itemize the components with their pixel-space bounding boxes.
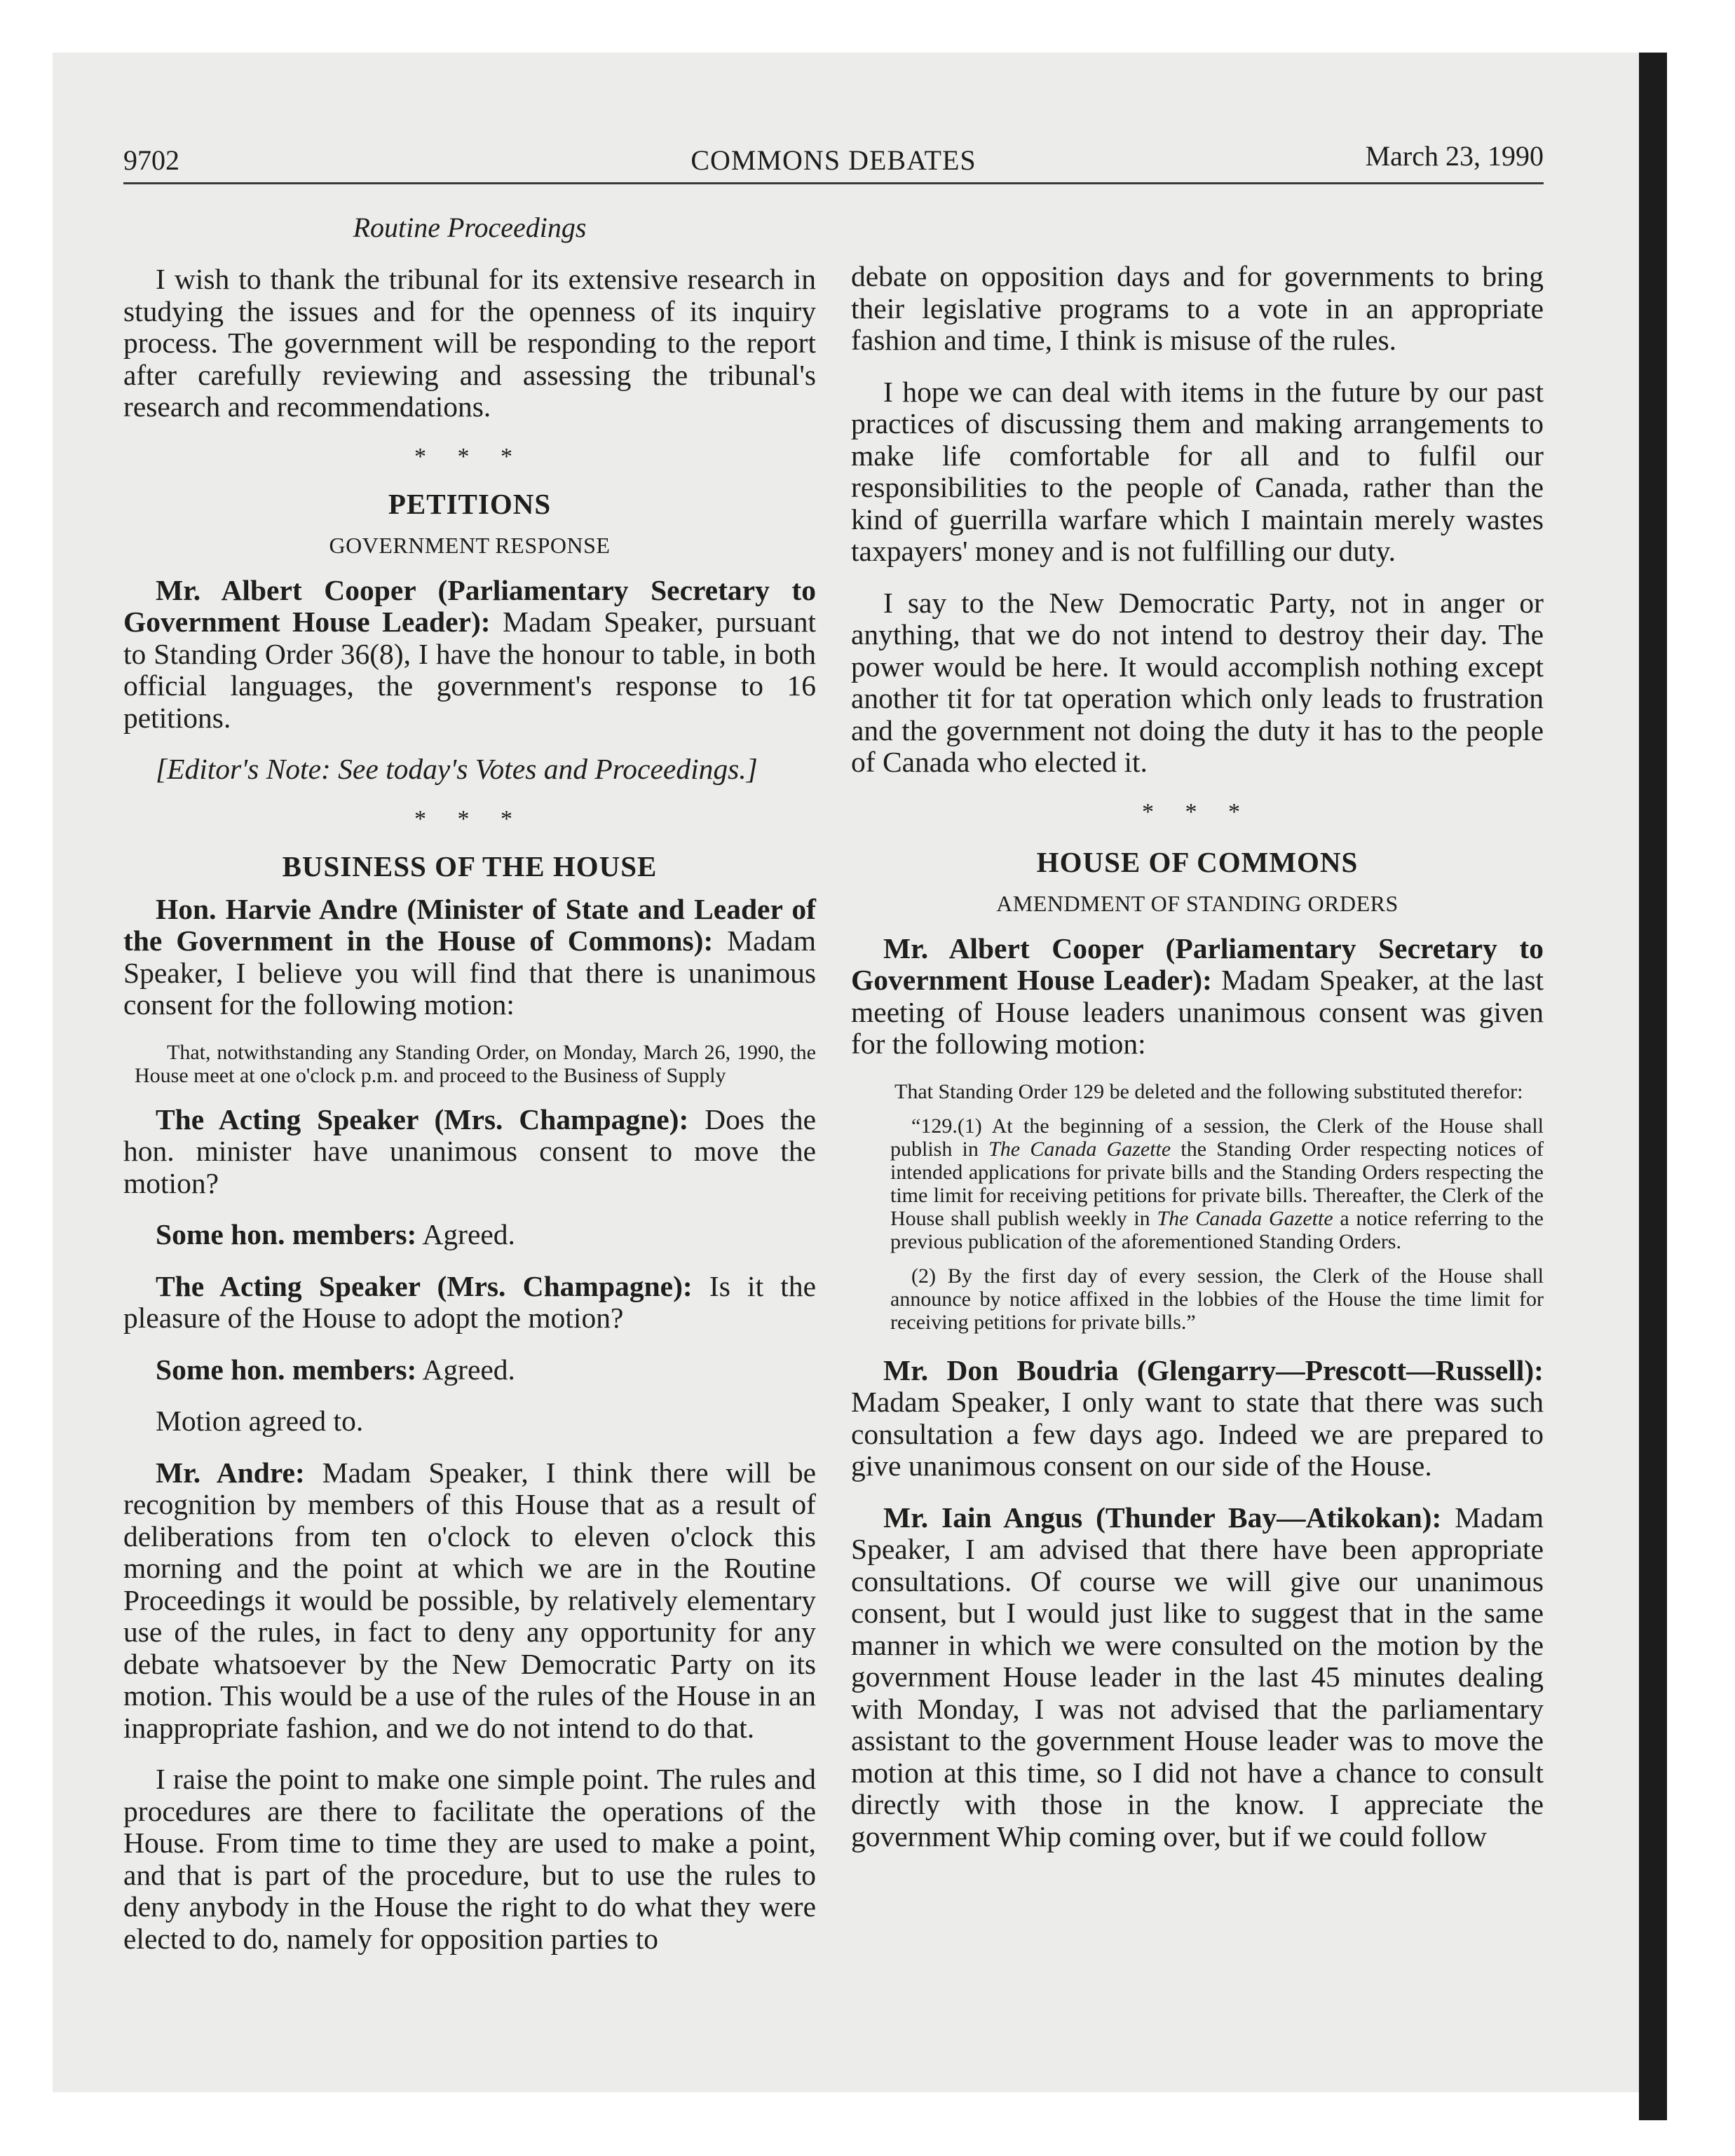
paragraph-continued: debate on opposition days and for governments to bring their legislative programs to a vote in an appropriate fashion and time, I think is misuse of the rules. — [851, 260, 1544, 356]
speaker-name: Mr. Albert Cooper (Parliamentary Secretary to Government House Leader): — [851, 932, 1544, 996]
speech-text: Madam Speaker, at the last meeting of House leaders unanimous consent was given for the following motion: — [851, 964, 1544, 1060]
paragraph-hope: I hope we can deal with items in the future by our past practices of discussing them and making arrangements to make life comfortable for all and to fulfil our responsibilities to the people of Canada, rather than the kind of guerrilla warfare which I maintain merely wastes taxpayers' money and is not fulfilling our duty. — [851, 375, 1544, 567]
gazette-title: The Canada Gazette — [988, 1137, 1171, 1161]
speech-text: Madam Speaker, pursuant to Standing Order 36(8), I have the honour to table, in both official languages, the government's response to 16 petitions. — [123, 606, 817, 734]
paragraph-tribunal: I wish to thank the tribunal for its extensive research in studying the issues and for the openness of its inquiry process. The government will be responding to the report after carefully reviewing and assessing the tribunal's research and recommendations. — [123, 263, 816, 423]
speaker-name: Mr. Albert Cooper (Parliamentary Secretary to Government House Leader): — [123, 573, 816, 638]
quote-text: a notice referring to the previous publication of the aforementioned Standing Orders. — [890, 1206, 1544, 1253]
paragraph-raise-point: I raise the point to make one simple point. The rules and procedures are there to facilitate the operations of the House. From time to time they are used to make a point, and that is part of the procedure, but to use the rules to deny anybody in the House the right to do what they were elected to do, namely for opposition parties to — [123, 1763, 816, 1955]
paragraph-members-2 — [123, 1354, 816, 1386]
speech-text: Is it the pleasure of the House to adopt the motion? — [123, 1269, 816, 1334]
speaker-name: Some hon. members: — [156, 1218, 417, 1250]
paragraph-say: I say to the New Democratic Party, not in anger or anything, that we do not intend to destroy their day. The power would be here. It would accomplish nothing except another tit for tat operation which only leads to frustration and the government not doing the duty it has to the people of Canada who elected it. — [851, 586, 1544, 778]
left-column — [123, 210, 816, 1974]
paragraph-cooper-amendment — [851, 933, 1544, 1060]
speaker-name: Mr. Iain Angus (Thunder Bay—Atikokan): — [883, 1501, 1442, 1534]
speech-text: Madam Speaker, I only want to state that there was such consultation a few days ago. Indeed we are prepared to give unanimous consent on our side of the House. — [851, 1386, 1544, 1482]
paragraph-andre-recognition — [123, 1457, 816, 1745]
speech-text: Madam Speaker, I think there will be recognition by members of this House that as a result of deliberations from ten o'clock to eleven o'clock this morning and the point at which we are in the Routine Proceedings it would be possible, by relatively elementary use of the rules, in fact to deny any opportunity for any debate whatsoever by the New Democratic Party on its motion. This would be a use of the rules of the House in an inappropriate fashion, and we do not intend to do that. — [123, 1456, 817, 1744]
section-separator: * * * — [414, 805, 525, 832]
subheading-amendment-of-standing-orders: AMENDMENT OF STANDING ORDERS — [996, 890, 1399, 916]
standing-order-quote-intro: That Standing Order 129 be deleted and the following substituted therefor: — [894, 1079, 1523, 1103]
speaker-name: The Acting Speaker (Mrs. Champagne): — [156, 1103, 689, 1135]
speech-text: Does the hon. minister have unanimous consent to move the motion? — [123, 1103, 816, 1199]
section-separator: * * * — [1142, 798, 1253, 825]
paragraph-angus — [851, 1502, 1544, 1853]
speaker-name: The Acting Speaker (Mrs. Champagne): — [156, 1269, 693, 1302]
right-column — [851, 261, 1544, 1872]
paragraph-acting-speaker-1 — [123, 1104, 816, 1200]
speech-text: Madam Speaker, I believe you will find that there is unanimous consent for the following motion: — [123, 925, 816, 1021]
gazette-title: The Canada Gazette — [1157, 1206, 1333, 1230]
speech-text: Agreed. — [416, 1218, 515, 1250]
speaker-name: Hon. Harvie Andre (Minister of State and Leader of the Government in the House of Commons): — [123, 892, 816, 957]
quote-text: the Standing Order respecting notices of intended applications for private bills and the Standing Orders respecting the time limit for receiving petitions for private bills. Thereafter, the Clerk of the House shall publish weekly in — [890, 1137, 1544, 1230]
paragraph-boudria — [851, 1355, 1544, 1482]
paragraph-cooper-petitions — [123, 575, 816, 735]
page-date: March 23, 1990 — [1365, 140, 1544, 172]
motion-quote: That, notwithstanding any Standing Order, on Monday, March 26, 1990, the House meet at one o'clock p.m. and proceed to the Business of Supply — [135, 1040, 816, 1087]
speaker-name: Some hon. members: — [156, 1353, 417, 1386]
speaker-name: Mr. Andre: — [156, 1456, 305, 1489]
heading-business-of-the-house: BUSINESS OF THE HOUSE — [282, 850, 658, 882]
speech-text: Madam Speaker, I am advised that there have been appropriate consultations. Of course we will give our unanimous consent, but I would just like to suggest that in the same manner in which we were consulted on the motion by the government House leader in the last 45 minutes dealing with Monday, I was not advised that the parliamentary assistant to the government House leader was to move the motion at this time, so I did not have a chance to consult directly with those in the know. I appreciate the government Whip coming over, but if we could follow — [851, 1501, 1544, 1853]
standing-order-quote-129-1 — [851, 1114, 1544, 1253]
speaker-name: Mr. Don Boudria (Glengarry—Prescott—Russell): — [883, 1353, 1544, 1386]
paragraph-members-1 — [123, 1219, 816, 1251]
heading-house-of-commons: HOUSE OF COMMONS — [1036, 845, 1359, 878]
section-separator: * * * — [414, 443, 525, 470]
running-head: Routine Proceedings — [353, 212, 587, 243]
page-number: 9702 — [123, 144, 179, 176]
paragraph-andre-motion — [123, 894, 816, 1021]
quote-text: “129.(1) At the beginning of a session, the Clerk of the House shall publish in — [890, 1114, 1544, 1161]
editor-note: [Editor's Note: See today's Votes and Proceedings.] — [156, 753, 758, 785]
paragraph-motion-agreed: Motion agreed to. — [156, 1405, 364, 1437]
speech-text: Agreed. — [416, 1353, 515, 1386]
subheading-government-response: GOVERNMENT RESPONSE — [329, 532, 611, 558]
heading-petitions: PETITIONS — [388, 487, 552, 520]
page-header — [123, 139, 1544, 184]
paragraph-acting-speaker-2 — [123, 1271, 816, 1335]
standing-order-quote-129-2: (2) By the first day of every session, the Clerk of the House shall announce by notice affixed in the lobbies of the House the time limit for receiving petitions for private bills.” — [890, 1264, 1544, 1334]
publication-title: COMMONS DEBATES — [690, 144, 977, 176]
scan-edge — [1639, 53, 1667, 2120]
